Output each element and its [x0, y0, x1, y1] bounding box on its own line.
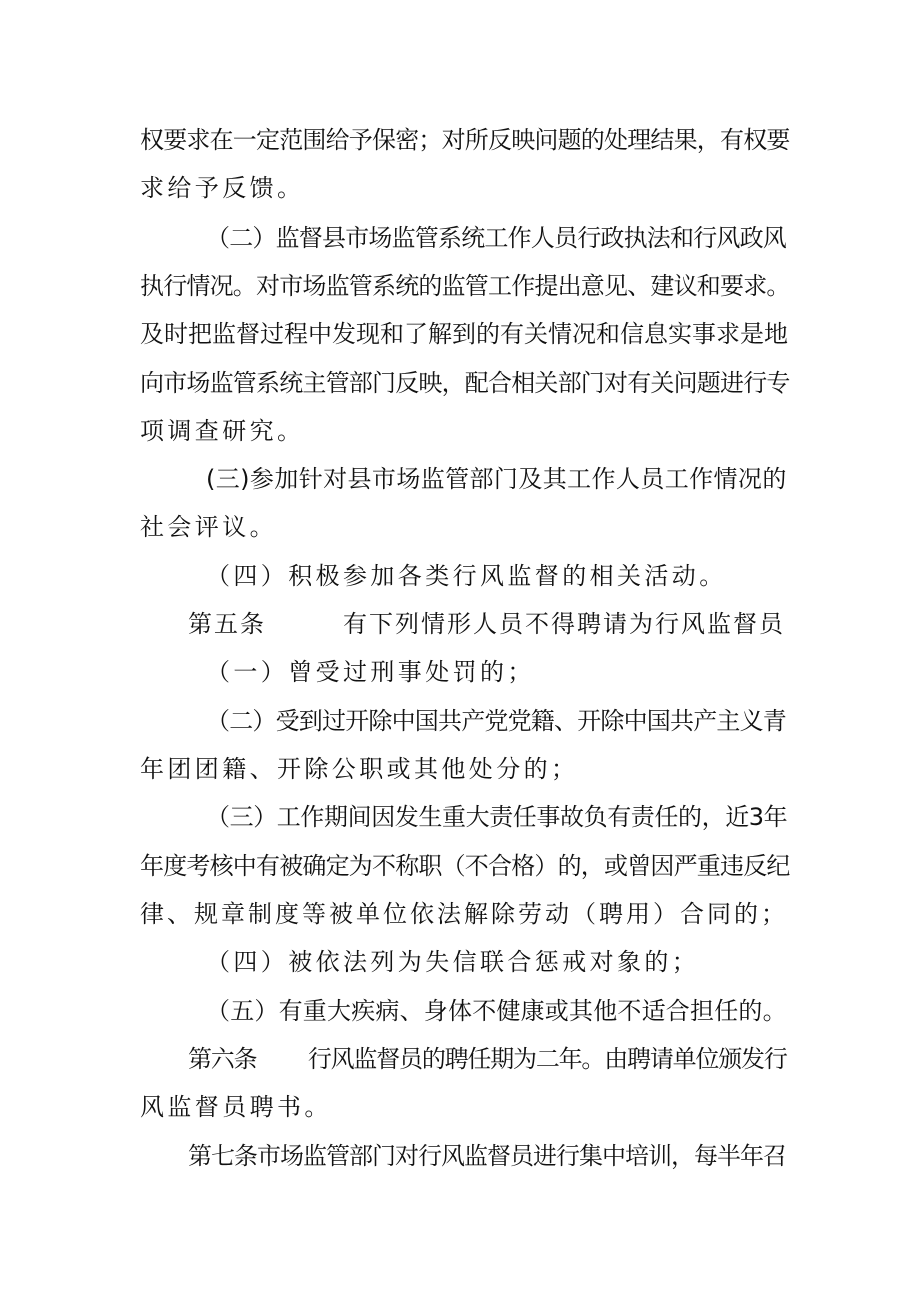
text-line [0, 173, 920, 203]
text-line-content: （三）工作期间因发生重大责任事故负有责任的，近3年 [206, 803, 788, 831]
text-line [0, 223, 920, 253]
text-line [0, 561, 920, 591]
text-line-content: 向市场监管系统主管部门反映，配合相关部门对有关问题进行专 [140, 369, 790, 397]
text-line [0, 657, 920, 687]
text-line [0, 1092, 920, 1122]
text-line-content: 年度考核中有被确定为不称职（不合格）的，或曾因严重违反纪 [140, 852, 790, 880]
text-line-content: 第七条市场监管部门对行风监督员进行集中培训，每半年召 [188, 1142, 786, 1170]
text-line-content: （四）积极参加各类行风监督的相关活动。 [206, 562, 727, 590]
text-line [0, 125, 920, 155]
text-line-content: 及时把监督过程中发现和了解到的有关情况和信息实事求是地 [140, 320, 788, 348]
text-line [0, 899, 920, 929]
text-line [0, 851, 920, 881]
text-line-content: （四）被依法列为失信联合惩戒对象的； [206, 948, 700, 976]
text-line [0, 947, 920, 977]
text-line-content: 第六条 行风监督员的聘任期为二年。由聘请单位颁发行 [188, 1045, 787, 1073]
text-line [0, 512, 920, 542]
text-line [0, 271, 920, 301]
text-line [0, 996, 920, 1026]
text-line-content: 年团团籍、开除公职或其他处分的； [140, 755, 579, 783]
text-line-content: 权要求在一定范围给予保密；对所反映问题的处理结果，有权要 [140, 126, 790, 154]
text-line-content: 第五条 有下列情形人员不得聘请为行风监督员 [188, 610, 786, 638]
article-heading-6 [0, 1044, 920, 1074]
article-heading-7 [0, 1141, 920, 1171]
text-line-content: 求给予反馈。 [140, 174, 305, 202]
text-line [0, 464, 920, 494]
text-line [0, 754, 920, 784]
text-line-content: 项调查研究。 [140, 417, 305, 445]
text-line [0, 319, 920, 349]
text-line-content: (三)参加针对县市场监管部门及其工作人员工作情况的 [206, 465, 787, 493]
text-line-content: 律、规章制度等被单位依法解除劳动（聘用）合同的； [140, 900, 788, 928]
text-line-content: （二）监督县市场监管系统工作人员行政执法和行风政风 [206, 224, 786, 252]
text-line [0, 706, 920, 736]
text-line [0, 416, 920, 446]
text-line-content: 风监督员聘书。 [140, 1093, 332, 1121]
text-line-content: （一）曾受过刑事处罚的； [206, 658, 535, 686]
text-line [0, 802, 920, 832]
text-line-content: 执行情况。对市场监管系统的监管工作提出意见、建议和要求。 [140, 272, 790, 300]
text-line-content: 社会评议。 [140, 513, 277, 541]
article-heading-5 [0, 609, 920, 639]
text-line-content: （二）受到过开除中国共产党党籍、开除中国共产主义青 [206, 707, 786, 735]
text-line [0, 368, 920, 398]
text-line-content: （五）有重大疾病、身体不健康或其他不适合担任的。 [206, 997, 787, 1025]
